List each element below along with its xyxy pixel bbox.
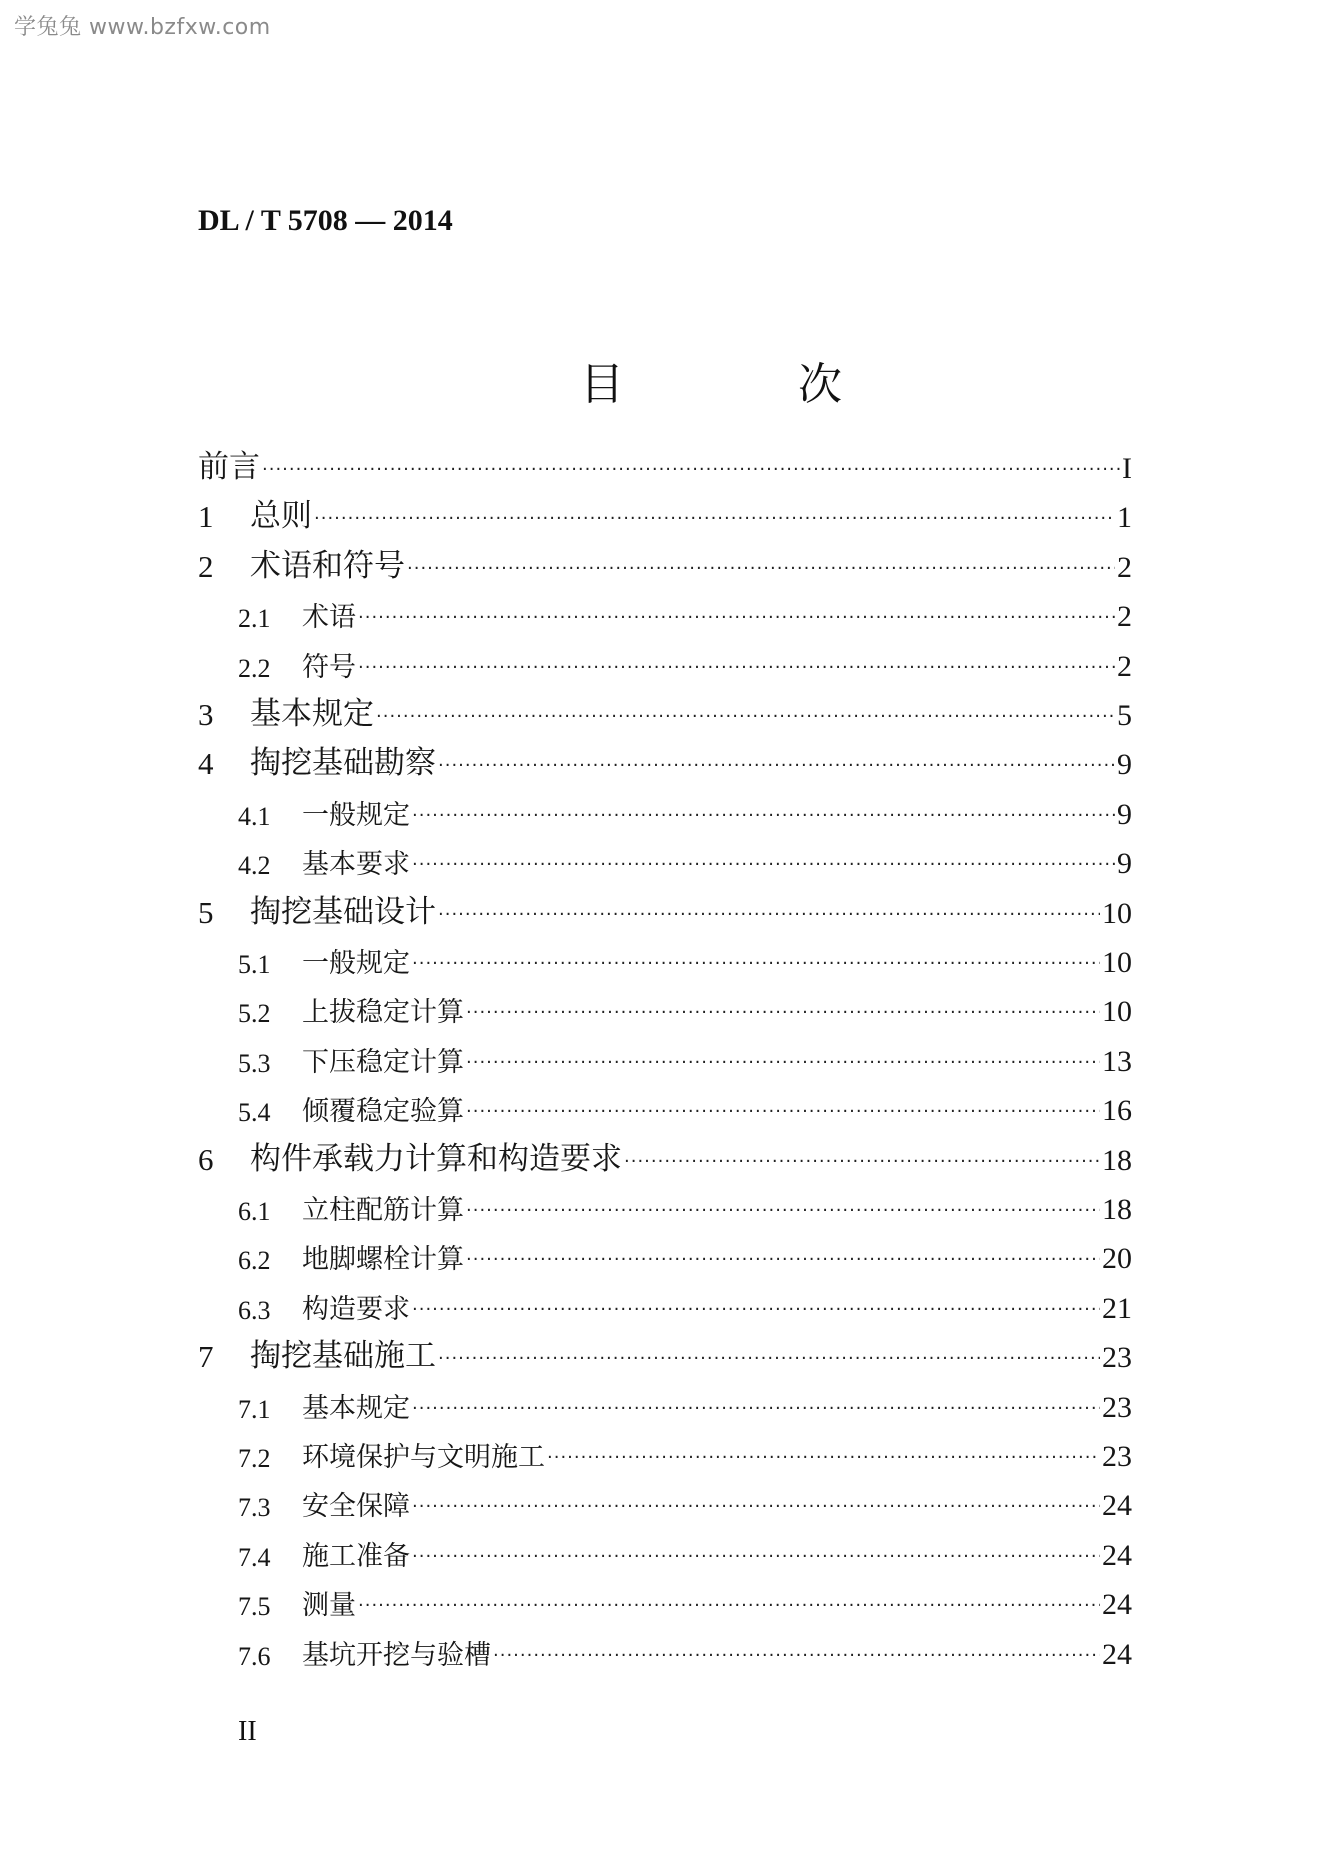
toc-entry-title: 基坑开挖与验槽: [302, 1639, 491, 1671]
toc-entry-page: 13: [1102, 1044, 1132, 1078]
toc-entry[interactable]: [238, 786, 1132, 832]
toc-entry-title: 术语: [302, 602, 356, 634]
toc-entry-number: 4: [198, 746, 214, 782]
toc-entry-title: 立柱配筋计算: [302, 1195, 464, 1226]
toc-dot-leader: [376, 687, 1115, 733]
toc-dot-leader: [466, 983, 1100, 1029]
toc-entry-page: 23: [1102, 1390, 1132, 1424]
toc-entry-page: 2: [1117, 550, 1132, 584]
toc-title: 目 次: [580, 359, 922, 410]
toc-entry-page: 21: [1102, 1291, 1132, 1325]
toc-entry-number: 4.1: [238, 801, 271, 831]
toc-entry-title: 一般规定: [302, 799, 410, 831]
toc-entry-title: 施工准备: [302, 1540, 410, 1572]
toc-entry-title: 掏挖基础勘察: [250, 745, 436, 782]
toc-entry[interactable]: [238, 1033, 1132, 1079]
toc-entry-number: 2.2: [238, 653, 271, 683]
toc-entry-number: 7.4: [238, 1542, 271, 1572]
toc-entry-number: 2.1: [238, 604, 271, 634]
toc-entry-title: 环境保护与文明施工: [302, 1442, 545, 1473]
standard-code: DL / T 5708 — 2014: [198, 204, 453, 237]
toc-entry-page: 2: [1117, 600, 1132, 634]
toc-entry-number: 7.5: [238, 1592, 271, 1622]
toc-entry-page: 18: [1102, 1143, 1132, 1177]
toc-entry[interactable]: [238, 1379, 1132, 1425]
toc-entry[interactable]: [238, 1181, 1132, 1227]
toc-dot-leader: [407, 539, 1115, 585]
toc-entry-title: 倾覆稳定验算: [302, 1096, 464, 1128]
toc-dot-leader: [262, 440, 1120, 486]
toc-entry-page: 2: [1117, 649, 1132, 683]
toc-entry[interactable]: [238, 983, 1132, 1029]
toc-entry-title: 安全保障: [302, 1491, 410, 1523]
toc-entry-number: 6.1: [238, 1197, 271, 1226]
toc-dot-leader: [412, 1527, 1100, 1573]
toc-entry-page: I: [1122, 452, 1132, 485]
toc-entry-number: 6: [198, 1141, 214, 1177]
toc-entry[interactable]: [198, 1132, 1132, 1178]
toc-entry[interactable]: [238, 835, 1132, 881]
toc-entry-page: 24: [1102, 1588, 1132, 1622]
toc-entry-number: 5.4: [238, 1098, 271, 1128]
toc-dot-leader: [412, 1379, 1100, 1425]
toc-entry-title: 术语和符号: [250, 547, 405, 584]
toc-entry[interactable]: [238, 1626, 1132, 1672]
toc-entry-title: 下压稳定计算: [302, 1046, 464, 1078]
toc-dot-leader: [624, 1132, 1100, 1178]
toc-entry-page: 10: [1102, 946, 1132, 979]
toc-dot-leader: [438, 885, 1100, 931]
toc-entry-page: 24: [1102, 1489, 1132, 1523]
toc-entry[interactable]: [238, 1428, 1132, 1474]
toc-entry[interactable]: [198, 539, 1132, 585]
toc-dot-leader: [314, 489, 1115, 535]
toc-dot-leader: [358, 638, 1115, 684]
toc-entry-number: 2: [198, 548, 214, 584]
toc-entry[interactable]: [238, 1527, 1132, 1573]
toc-entry-page: 1: [1117, 501, 1132, 535]
toc-entry[interactable]: [198, 687, 1132, 733]
toc-entry-page: 10: [1102, 896, 1132, 930]
toc-entry-page: 5: [1117, 699, 1132, 732]
toc-entry-page: 24: [1102, 1637, 1132, 1671]
toc-entry-page: 18: [1102, 1193, 1132, 1226]
toc-entry-title: 掏挖基础施工: [250, 1338, 436, 1375]
toc-entry[interactable]: [238, 588, 1132, 634]
toc-entry[interactable]: [198, 440, 1132, 486]
toc-entry-page: 10: [1102, 995, 1132, 1029]
toc-entry[interactable]: [198, 489, 1132, 535]
toc-entry[interactable]: [238, 934, 1132, 980]
toc-entry-page: 23: [1102, 1440, 1132, 1473]
toc-entry[interactable]: [238, 1280, 1132, 1326]
toc-dot-leader: [466, 1033, 1100, 1079]
toc-entry[interactable]: [238, 638, 1132, 684]
toc-entry-title: 一般规定: [302, 948, 410, 979]
toc-entry-number: 7.6: [238, 1641, 271, 1671]
toc-entry-title: 构造要求: [302, 1293, 410, 1325]
toc-dot-leader: [358, 1576, 1100, 1622]
toc-dot-leader: [412, 835, 1115, 881]
toc-entry[interactable]: [238, 1576, 1132, 1622]
toc-entry-page: 16: [1102, 1094, 1132, 1128]
toc-entry-number: 5.3: [238, 1048, 271, 1078]
toc-entry-page: 9: [1117, 748, 1132, 782]
toc-entry-page: 24: [1102, 1538, 1132, 1572]
toc-entry-title: 总则: [250, 498, 312, 535]
toc-dot-leader: [438, 736, 1115, 782]
toc-dot-leader: [466, 1181, 1100, 1227]
toc-entry-number: 3: [198, 697, 214, 732]
toc-dot-leader: [438, 1329, 1100, 1375]
toc-entry-title: 地脚螺栓计算: [302, 1244, 464, 1276]
toc-entry-number: 7.1: [238, 1394, 271, 1424]
toc-entry-number: 7.3: [238, 1493, 271, 1523]
toc-entry-page: 23: [1102, 1341, 1132, 1375]
toc-dot-leader: [493, 1626, 1100, 1672]
toc-dot-leader: [547, 1428, 1100, 1474]
toc-entry-number: 6.3: [238, 1295, 271, 1325]
toc-dot-leader: [412, 1477, 1100, 1523]
toc-entry-title: 构件承载力计算和构造要求: [250, 1140, 622, 1177]
toc-entry-number: 5.1: [238, 950, 271, 979]
toc-entry-number: 5: [198, 894, 214, 930]
toc-entry-number: 5.2: [238, 999, 271, 1029]
toc-dot-leader: [412, 786, 1115, 832]
toc-entry-number: 7: [198, 1339, 214, 1375]
toc-entry-title: 上拔稳定计算: [302, 997, 464, 1029]
toc-entry-page: 20: [1102, 1242, 1132, 1276]
toc-dot-leader: [412, 934, 1100, 980]
toc-entry-title: 基本要求: [302, 849, 410, 881]
toc-entry-page: 9: [1117, 797, 1132, 831]
toc-entry[interactable]: [198, 1329, 1132, 1375]
toc-entry-title: 符号: [302, 651, 356, 683]
toc-entry-number: 1: [198, 499, 214, 535]
toc-entry[interactable]: [238, 1477, 1132, 1523]
toc-dot-leader: [466, 1230, 1100, 1276]
toc-entry[interactable]: [198, 885, 1132, 931]
watermark-text: 学兔兔 www.bzfxw.com: [14, 15, 271, 40]
toc-dot-leader: [412, 1280, 1100, 1326]
toc-entry-title: 基本规定: [302, 1392, 410, 1424]
page-number: II: [238, 1716, 257, 1747]
toc-entry[interactable]: [198, 736, 1132, 782]
toc-entry-title: 掏挖基础设计: [250, 893, 436, 930]
toc-dot-leader: [358, 588, 1115, 634]
toc-entry[interactable]: [238, 1082, 1132, 1128]
toc-entry-number: 7.2: [238, 1444, 271, 1473]
toc-entry-number: 6.2: [238, 1246, 271, 1276]
toc-dot-leader: [466, 1082, 1100, 1128]
toc-entry[interactable]: [238, 1230, 1132, 1276]
toc-entry-page: 9: [1117, 847, 1132, 881]
toc-entry-title: 前言: [198, 449, 260, 485]
toc-entry-title: 测量: [302, 1590, 356, 1622]
toc-entry-title: 基本规定: [250, 696, 374, 732]
toc-entry-number: 4.2: [238, 851, 271, 881]
